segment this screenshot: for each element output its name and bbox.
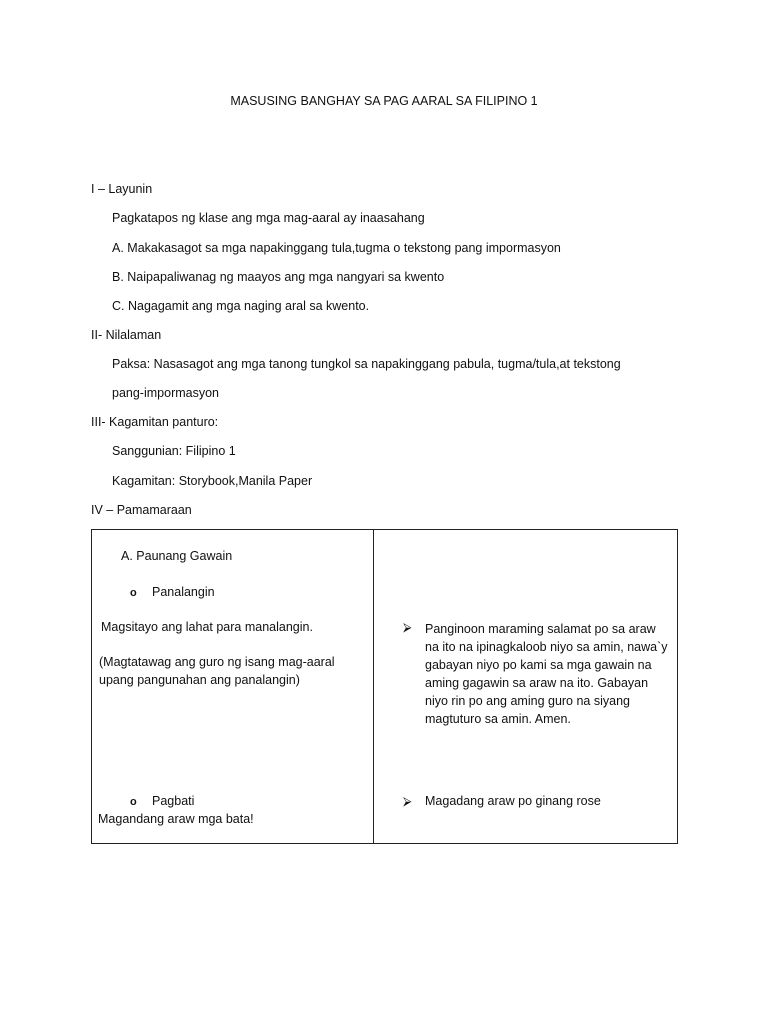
kagamitan-sanggunian: Sanggunian: Filipino 1 bbox=[112, 444, 236, 458]
kagamitan-materials: Kagamitan: Storybook,Manila Paper bbox=[112, 474, 313, 488]
magandang-araw-text: Magandang araw mga bata! bbox=[98, 812, 254, 826]
prayer-line: niyo rin po ang aming guro na siyang bbox=[425, 694, 630, 708]
prayer-line: gabayan niyo po kami sa mga gawain na bbox=[425, 658, 652, 672]
arrow-icon: ⮚ bbox=[403, 620, 412, 634]
magtatawag-line-2: upang pangunahan ang panalangin) bbox=[99, 673, 300, 687]
prayer-response bbox=[425, 620, 668, 728]
paunang-gawain-label: A. Paunang Gawain bbox=[121, 549, 233, 563]
nilalaman-paksa-cont: pang-impormasyon bbox=[112, 386, 219, 400]
prayer-line: magtuturo sa amin. Amen. bbox=[425, 712, 571, 726]
section-heading-nilalaman: II- Nilalaman bbox=[91, 328, 162, 342]
panalangin-label: Panalangin bbox=[152, 585, 215, 599]
magsitayo-text: Magsitayo ang lahat para manalangin. bbox=[101, 620, 313, 634]
bullet-icon: o bbox=[130, 796, 137, 808]
section-heading-kagamitan: III- Kagamitan panturo: bbox=[91, 415, 219, 429]
panalangin-item bbox=[130, 585, 215, 600]
layunin-item-a: A. Makakasagot sa mga napakinggang tula,tugma o tekstong pang impormasyon bbox=[112, 241, 561, 255]
prayer-line: na ito na ipinagkaloob niyo sa amin, nawa`y bbox=[425, 640, 668, 654]
section-heading-layunin: I – Layunin bbox=[91, 182, 153, 196]
nilalaman-paksa: Paksa: Nasasagot ang mga tanong tungkol sa napakinggang pabula, tugma/tula,at tekstong bbox=[112, 357, 621, 371]
prayer-line: Panginoon maraming salamat po sa araw bbox=[425, 622, 656, 636]
document-title: MASUSING BANGHAY SA PAG AARAL SA FILIPINO 1 bbox=[230, 94, 538, 108]
pagbati-label: Pagbati bbox=[152, 794, 195, 808]
procedure-table bbox=[91, 529, 678, 844]
bullet-icon: o bbox=[130, 587, 137, 599]
layunin-item-c: C. Nagagamit ang mga naging aral sa kwento. bbox=[112, 299, 370, 313]
greeting-reply: Magadang araw po ginang rose bbox=[425, 794, 601, 808]
prayer-line: aming gagawin sa araw na ito. Gabayan bbox=[425, 676, 649, 690]
layunin-item-b: B. Naipapaliwanag ng maayos ang mga nangyari sa kwento bbox=[112, 270, 445, 284]
section-heading-pamamaraan: IV – Pamamaraan bbox=[91, 503, 192, 517]
arrow-icon: ⮚ bbox=[403, 794, 412, 808]
teacher-column bbox=[92, 530, 374, 844]
magtatawag-line-1: (Magtatawag ang guro ng isang mag-aaral bbox=[99, 655, 335, 669]
student-column bbox=[374, 530, 678, 844]
layunin-intro: Pagkatapos ng klase ang mga mag-aaral ay inaasahang bbox=[112, 211, 425, 225]
pagbati-item bbox=[130, 794, 194, 809]
